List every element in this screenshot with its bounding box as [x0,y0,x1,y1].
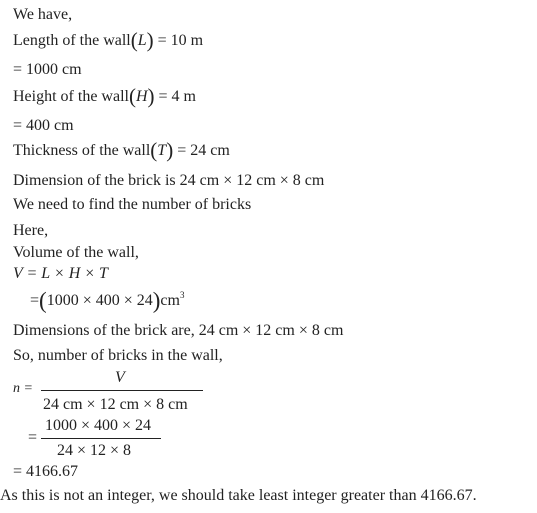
volume-exponent: 3 [179,290,185,300]
wall-height-line: Height of the wall(H) = 4 m [13,84,196,108]
wall-thickness-line: Thickness of the wall(T) = 24 cm [13,138,230,162]
conclusion-period: . [472,487,477,504]
wall-length-line: Length of the wall(L) = 10 m [13,28,204,52]
bricks-count-heading: So, number of bricks in the wall, [13,347,223,364]
volume-heading: Volume of the wall, [13,244,139,261]
substitution-numerator: 1000 × 400 × 24 [45,417,152,434]
wall-length-label: Length of the wall [13,32,131,49]
intro-line: We have, [13,6,73,23]
wall-thickness-symbol: T [157,142,167,159]
bricks-result: = 4166.67 [13,463,79,480]
bricks-lhs: n = [13,381,33,396]
wall-length-cm: = 1000 cm [13,61,82,78]
brick-dimension-value: 24 cm × 12 cm × 8 cm [179,172,325,189]
wall-height-value: = 4 m [158,88,196,105]
wall-thickness-label: Thickness of the wall [13,142,151,159]
brick-dimensions-line [13,321,343,341]
wall-thickness-value: = 24 cm [177,142,230,159]
wall-height-cm: = 400 cm [13,117,74,134]
substitution-equals: = [28,429,38,446]
conclusion-line [0,486,477,506]
brick-dimensions-value: 24 cm × 12 cm × 8 cm [198,322,344,339]
task-statement: We need to find the number of bricks [13,196,252,213]
here-line: Here, [13,222,49,239]
fraction-numerator-v: V [115,369,125,386]
brick-dimension-label: Dimension of the brick is [13,172,176,189]
volume-equals: = [30,292,40,309]
fraction-bar [41,390,203,391]
conclusion-value: 4166.67 [420,487,473,504]
wall-height-label: Height of the wall [13,88,129,105]
fraction-denominator-dims: 24 cm × 12 cm × 8 cm [43,396,188,413]
wall-height-symbol: H [135,88,148,105]
wall-length-value: = 10 m [157,32,204,49]
volume-expression: $=(1000 \times 400 \times 24)cm^3$ [30,288,185,313]
conclusion-text: As this is not an integer, we should take least integer greater than [0,487,417,504]
volume-product: 1000 × 400 × 24 [46,292,153,309]
substitution-denominator: 24 × 12 × 8 [57,442,132,459]
brick-dimensions-label: Dimensions of the brick are, [13,322,195,339]
wall-length-symbol: L [137,32,147,49]
volume-formula: V = L × H × T [13,265,108,282]
substitution-fraction-bar [41,438,161,439]
brick-dimension-line [13,171,324,191]
volume-unit: cm [160,292,180,309]
